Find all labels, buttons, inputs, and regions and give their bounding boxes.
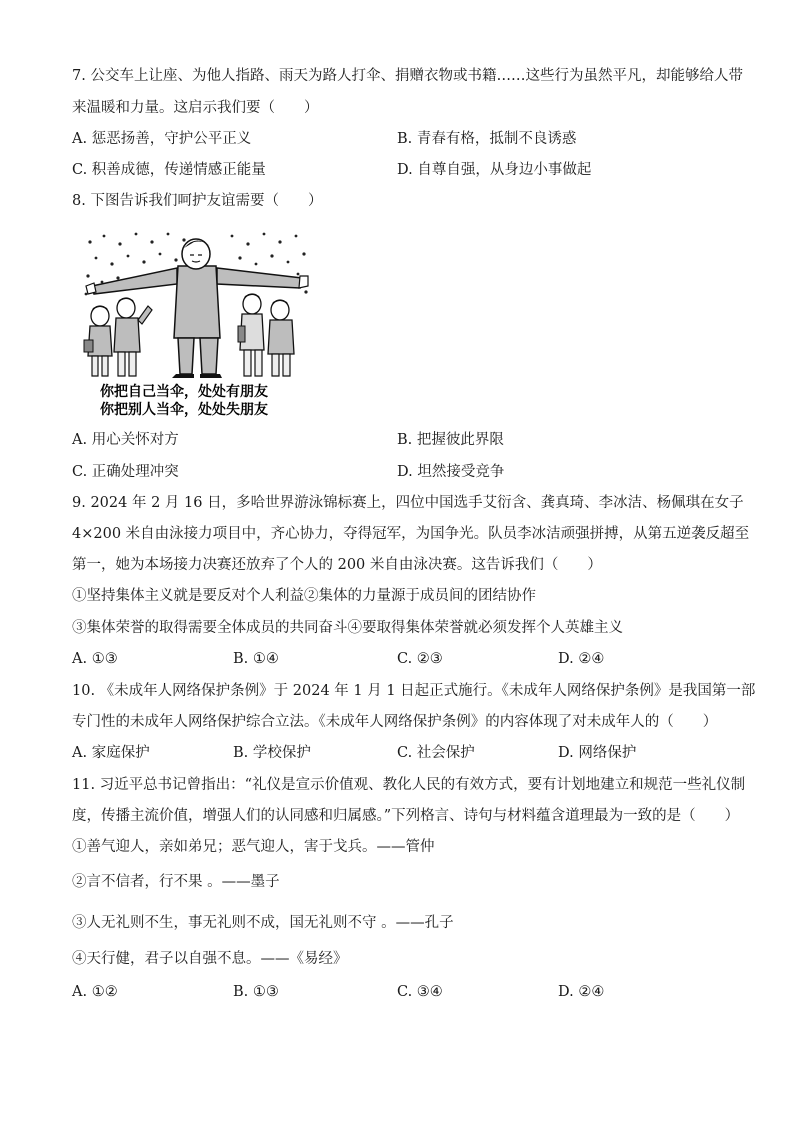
q9-stem-line2: 4×200 米自由泳接力项目中，齐心协力，夺得冠军，为国争光。队员李冰洁顽强拼搏，从第五逆袭反超至: [72, 526, 750, 542]
q8-option-a[interactable]: A. 用心关怀对方: [72, 432, 179, 448]
q8-option-d[interactable]: D. 坦然接受竞争: [397, 464, 505, 480]
q8-option-b[interactable]: B. 把握彼此界限: [397, 432, 504, 448]
q9-stem-line1: 9. 2024 年 2 月 16 日，多哈世界游泳锦标赛上，四位中国选手艾衍含、龚真琦、李冰洁、杨佩琪在女子: [72, 495, 744, 511]
q11-stem-line2: 度，传播主流价值，增强人们的认同感和归属感。”下列格言、诗句与材料蕴含道理最为一致的是（ ）: [72, 808, 740, 824]
q11-option-b[interactable]: B. ①③: [233, 984, 279, 1000]
cartoon-caption-line2: 你把别人当伞，处处失朋友: [100, 402, 268, 418]
q10-stem-line1: 10. 《未成年人网络保护条例》于 2024 年 1 月 1 日起正式施行。《未成年人网络保护条例》是我国第一部: [72, 683, 756, 699]
q7-stem-line1: 7. 公交车上让座、为他人指路、雨天为路人打伞、捐赠衣物或书籍……这些行为虽然平凡，却能够给人带: [72, 68, 743, 84]
q9-option-b[interactable]: B. ①④: [233, 651, 279, 667]
q11-quote1: ①善气迎人，亲如弟兄；恶气迎人，害于戈兵。——管仲: [72, 839, 435, 855]
q10-option-a[interactable]: A. 家庭保护: [72, 745, 150, 761]
q8-stem: 8. 下图告诉我们呵护友谊需要（ ）: [72, 193, 323, 209]
q8-option-c[interactable]: C. 正确处理冲突: [72, 464, 179, 480]
q11-option-a[interactable]: A. ①②: [72, 984, 118, 1000]
q10-option-b[interactable]: B. 学校保护: [233, 745, 311, 761]
cartoon-caption-line1: 你把自己当伞，处处有朋友: [100, 384, 268, 400]
q10-stem-line2: 专门性的未成年人网络保护综合立法。《未成年人网络保护条例》的内容体现了对未成年人的（ ）: [72, 714, 718, 730]
q10-option-c[interactable]: C. 社会保护: [397, 745, 475, 761]
q11-quote3: ③人无礼则不生，事无礼则不成，国无礼则不守 。——孔子: [72, 915, 454, 931]
q11-option-c[interactable]: C. ③④: [397, 984, 443, 1000]
q9-stem-line3: 第一，她为本场接力决赛还放弃了个人的 200 米自由泳决赛。这告诉我们（ ）: [72, 557, 602, 573]
umbrella-friendship-cartoon: [82, 228, 312, 420]
q10-option-d[interactable]: D. 网络保护: [558, 745, 637, 761]
right-people: [238, 294, 294, 376]
q9-option-c[interactable]: C. ②③: [397, 651, 443, 667]
q7-option-d[interactable]: D. 自尊自强，从身边小事做起: [397, 162, 592, 178]
q9-statements-line2: ③集体荣誉的取得需要全体成员的共同奋斗④要取得集体荣誉就必须发挥个人英雄主义: [72, 620, 623, 636]
q7-option-c[interactable]: C. 积善成德，传递情感正能量: [72, 162, 266, 178]
q7-option-b[interactable]: B. 青春有格，抵制不良诱惑: [397, 131, 577, 147]
q11-quote4: ④天行健，君子以自强不息。——《易经》: [72, 951, 348, 967]
q7-option-a[interactable]: A. 惩恶扬善，守护公平正义: [72, 131, 252, 147]
q9-option-a[interactable]: A. ①③: [72, 651, 118, 667]
q9-option-d[interactable]: D. ②④: [558, 651, 605, 667]
q9-statements-line1: ①坚持集体主义就是要反对个人利益②集体的力量源于成员间的团结协作: [72, 588, 536, 604]
q11-option-d[interactable]: D. ②④: [558, 984, 605, 1000]
left-people: [84, 298, 152, 376]
q11-stem-line1: 11. 习近平总书记曾指出：“礼仪是宣示价值观、教化人民的有效方式，要有计划地建立和规范一些礼仪制: [72, 777, 746, 793]
q7-stem-line2: 来温暖和力量。这启示我们要（ ）: [72, 100, 319, 116]
q11-quote2: ②言不信者，行不果 。——墨子: [72, 874, 280, 890]
